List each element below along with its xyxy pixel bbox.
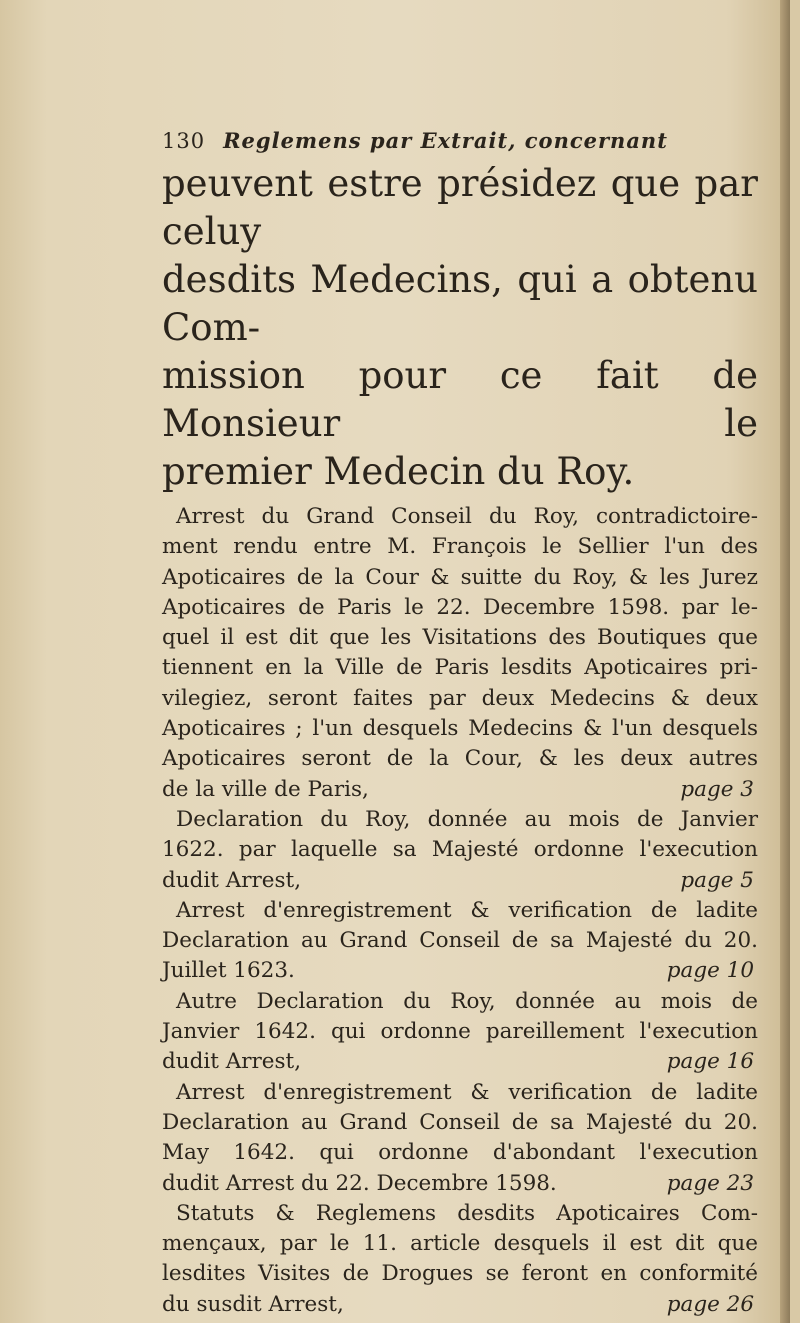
entry-line: Arrest du Grand Conseil du Roy, contradictoire- xyxy=(176,504,758,529)
intro-line: premier Medecin du Roy. xyxy=(162,450,635,493)
entry-line: Arrest d'enregistrement & verification de ladite xyxy=(176,1079,758,1105)
entry-line: vilegiez, seront faites par deux Medecins & deux xyxy=(162,685,758,711)
entry-line: Statuts & Reglemens desdits Apoticaires Com- xyxy=(176,1200,758,1226)
entry-6 xyxy=(162,1199,758,1320)
entry-last-line xyxy=(162,1047,758,1077)
entry-line: Arrest d'enregistrement & verification de ladite xyxy=(176,897,758,923)
entry-line-text: dudit Arrest, xyxy=(162,867,302,893)
entry-3 xyxy=(162,896,758,987)
entry-line: Declaration du Roy, donnée au mois de Janvier xyxy=(176,806,758,832)
entry-line: Apoticaires de Paris le 22. Decembre 1598. par le- xyxy=(162,594,758,620)
running-header xyxy=(162,128,762,153)
page-reference: page 16 xyxy=(666,1049,754,1075)
page-reference: page 5 xyxy=(680,867,754,893)
entry-line: Apoticaires ; l'un desquels Medecins & l'un desquels xyxy=(162,716,758,742)
entry-last-line xyxy=(162,866,758,896)
entry-5 xyxy=(162,1078,758,1199)
body-text xyxy=(162,160,758,1320)
entry-line: Autre Declaration du Roy, donnée au mois de xyxy=(176,988,758,1014)
entry-line: Janvier 1642. qui ordonne pareillement l'execution xyxy=(162,1019,758,1045)
entry-line-text: de la ville de Paris, xyxy=(162,776,369,802)
intro-line: mission pour ce fait de Monsieur le xyxy=(162,354,758,445)
entry-line-text: dudit Arrest, xyxy=(162,1049,302,1075)
entry-line: Declaration au Grand Conseil de sa Majesté du 20. xyxy=(162,1109,758,1135)
entry-last-line xyxy=(162,956,758,986)
intro-line: peuvent estre présidez que par celuy xyxy=(162,162,758,253)
page-reference: page 26 xyxy=(666,1291,754,1317)
entry-2 xyxy=(162,805,758,896)
page-edge xyxy=(780,0,790,1323)
entry-line: mençaux, par le 11. article desquels il est dit que xyxy=(162,1231,758,1257)
entry-last-line xyxy=(162,775,758,805)
entry-line: quel il est dit que les Visitations des Boutiques que xyxy=(162,625,758,651)
entry-line-text: du susdit Arrest, xyxy=(162,1291,344,1317)
entry-line: Declaration au Grand Conseil de sa Majesté du 20. xyxy=(162,928,758,954)
intro-line: desdits Medecins, qui a obtenu Com- xyxy=(162,258,758,349)
entry-4 xyxy=(162,987,758,1078)
page-reference: page 10 xyxy=(666,958,754,984)
entry-line: tiennent en la Ville de Paris lesdits Apoticaires pri- xyxy=(162,655,758,681)
entry-last-line xyxy=(162,1290,758,1320)
entry-line-text: dudit Arrest du 22. Decembre 1598. xyxy=(162,1170,557,1196)
entry-line: ment rendu entre M. François le Sellier l'un des xyxy=(162,534,758,560)
entry-1 xyxy=(162,502,758,805)
page-reference: page 3 xyxy=(680,776,754,802)
entry-line: lesdites Visites de Drogues se feront en conformité xyxy=(162,1261,758,1287)
entry-last-line xyxy=(162,1169,758,1199)
running-title: Reglemens par Extrait, concernant xyxy=(223,128,668,153)
entry-line: May 1642. qui ordonne d'abondant l'execution xyxy=(162,1140,758,1166)
entry-line: Apoticaires de la Cour & suitte du Roy, & les Jurez xyxy=(162,564,758,590)
page-number: 130 xyxy=(162,129,206,153)
entry-line-text: Juillet 1623. xyxy=(162,958,295,984)
entries-list xyxy=(162,502,758,1320)
page-reference: page 23 xyxy=(666,1170,754,1196)
entry-line: Apoticaires seront de la Cour, & les deux autres xyxy=(162,746,758,772)
entry-line: 1622. par laquelle sa Majesté ordonne l'execution xyxy=(162,837,758,863)
